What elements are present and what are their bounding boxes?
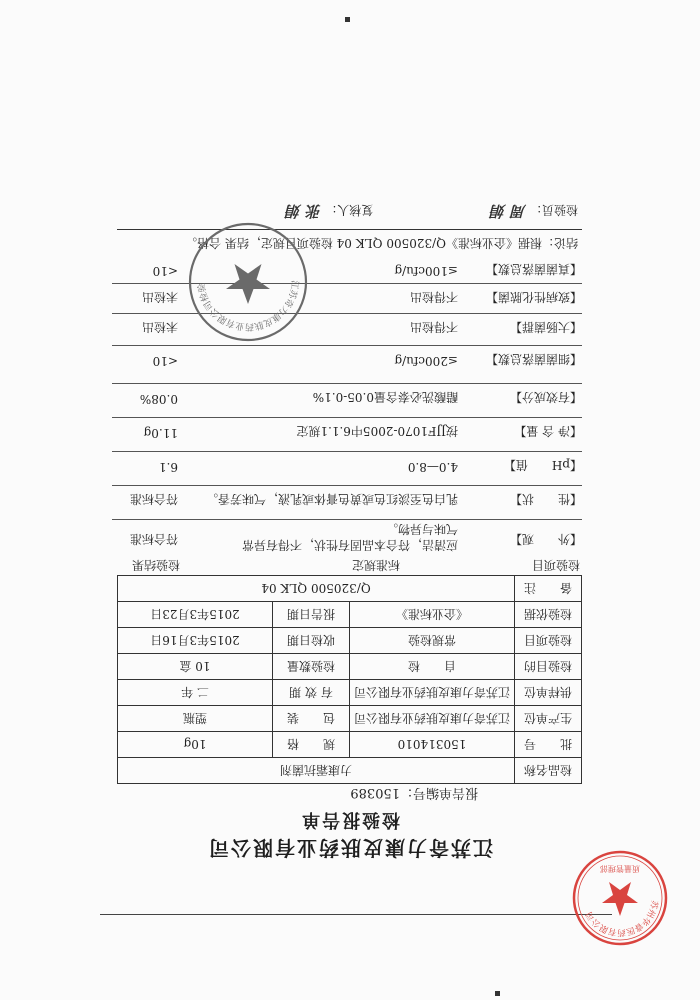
info-label: 备 注 xyxy=(515,576,582,602)
table-row xyxy=(118,758,582,784)
info-label: 检验数量 xyxy=(272,654,349,680)
result-item: 【净 含 量】 xyxy=(514,424,582,438)
inspection-stamp-graphic xyxy=(186,220,310,344)
info-value: 常规检验 xyxy=(349,628,514,654)
table-row xyxy=(118,732,582,758)
result-value: 符合标准 xyxy=(129,532,178,546)
info-value: 《企业标准》 xyxy=(349,602,514,628)
table-row xyxy=(118,602,582,628)
info-label: 规 格 xyxy=(272,732,349,758)
info-value: 10g xyxy=(118,732,273,758)
results-header-result: 检验结果 xyxy=(131,558,180,572)
reviewer-label: 复核人： xyxy=(325,203,374,217)
inspector-signature: 周 娟 xyxy=(490,202,527,220)
result-value: 11.0g xyxy=(143,426,178,440)
result-value: <10 xyxy=(152,264,178,278)
row-divider xyxy=(112,451,582,452)
info-value: 塑瓶 xyxy=(118,706,273,732)
info-value: 10 盒 xyxy=(118,654,273,680)
result-item: 【细菌菌落总数】 xyxy=(485,352,582,366)
row-divider xyxy=(112,417,582,418)
info-label: 批 号 xyxy=(515,732,582,758)
inspection-stamp xyxy=(186,220,310,344)
table-row xyxy=(118,628,582,654)
svg-text:江苏奇力康皮肤药业有限公司检验专用章: 江苏奇力康皮肤药业有限公司检验 xyxy=(196,279,300,332)
result-standard: ≤100cfu/g xyxy=(394,264,458,278)
inspector-label: 检验员： xyxy=(529,203,578,217)
info-value: 江苏奇力康皮肤药业有限公司 xyxy=(349,680,514,706)
result-standard: 应清洁，符合本品固有性状，不得有异常 xyxy=(241,538,458,552)
result-value: 未检出 xyxy=(141,290,178,304)
results-header-item: 检验项目 xyxy=(531,558,580,572)
result-item: 【pH 值】 xyxy=(503,458,582,472)
info-table xyxy=(117,575,582,784)
company-name: 江苏奇力康皮肤药业有限公司 xyxy=(207,836,493,860)
result-value: 0.08% xyxy=(139,392,178,406)
result-item: 【外 观】 xyxy=(509,532,582,546)
result-value: <10 xyxy=(152,354,178,368)
result-value: 符合标准 xyxy=(129,492,178,506)
result-value: 6.1 xyxy=(158,460,178,474)
info-label: 供样单位 xyxy=(515,680,582,706)
result-value: 未检出 xyxy=(141,320,178,334)
info-value: 150314010 xyxy=(349,732,514,758)
results-header-standard: 标准规定 xyxy=(351,558,400,572)
result-item: 【有效成分】 xyxy=(509,390,582,404)
top-rule xyxy=(100,914,612,915)
info-label: 检品名称 xyxy=(515,758,582,784)
conclusion-text: 结论：根据《企业标准》Q/320500 QLK 04 检验项目规定，结果 合格。 xyxy=(185,236,578,250)
info-label: 包 装 xyxy=(272,706,349,732)
registration-mark xyxy=(345,17,350,22)
info-label: 报告日期 xyxy=(272,602,349,628)
result-standard: 4.0—8.0 xyxy=(407,460,458,474)
result-standard: 不得检出 xyxy=(409,320,458,334)
info-label: 检验目的 xyxy=(515,654,582,680)
info-value: Q/320500 QLK 04 xyxy=(118,576,515,602)
result-standard: 按JJF1070-2005中6.1.1规定 xyxy=(296,424,458,438)
row-divider xyxy=(112,313,582,314)
svg-text:苏州华睿医药有限公司: 苏州华睿医药有限公司 xyxy=(584,899,660,938)
reviewer-signature: 张 娟 xyxy=(286,202,322,220)
info-value: 力康霜抗菌剂 xyxy=(118,758,515,784)
row-divider xyxy=(112,345,582,346)
result-item: 【真菌菌落总数】 xyxy=(485,262,582,276)
svg-text:质量管理部: 质量管理部 xyxy=(600,864,640,873)
result-standard: 不得检出 xyxy=(409,290,458,304)
result-standard: 醋酸洗必泰含量0.05-0.1% xyxy=(312,390,458,404)
info-value: 2015年3月16日 xyxy=(118,628,273,654)
table-row xyxy=(118,576,582,602)
report-number-value: 150389 xyxy=(350,785,400,800)
row-divider xyxy=(112,283,582,284)
result-item: 【性 状】 xyxy=(509,492,582,506)
result-item: 【大肠菌群】 xyxy=(509,320,582,334)
report-number xyxy=(350,785,478,804)
info-value: 江苏奇力康皮肤药业有限公司 xyxy=(349,706,514,732)
document-title: 检验报告单 xyxy=(300,809,400,830)
result-standard-cont: 气味与异物。 xyxy=(385,522,458,536)
info-label: 检验依据 xyxy=(515,602,582,628)
table-row xyxy=(118,654,582,680)
row-divider xyxy=(112,383,582,384)
result-standard: ≤200cfu/g xyxy=(394,354,458,368)
report-number-label: 报告单编号： xyxy=(399,785,478,800)
result-item: 【致病性化脓菌】 xyxy=(485,290,582,304)
info-value: 自 检 xyxy=(349,654,514,680)
info-value: 二 年 xyxy=(118,680,273,706)
row-divider xyxy=(112,485,582,486)
info-value: 2015年3月23日 xyxy=(118,602,273,628)
table-row xyxy=(118,680,582,706)
info-label: 收检日期 xyxy=(272,628,349,654)
info-label: 有 效 期 xyxy=(272,680,349,706)
table-row xyxy=(118,706,582,732)
signature-row xyxy=(286,201,578,222)
registration-mark xyxy=(495,991,500,996)
result-standard: 乳白色至淡红色或黄色膏体或乳液，气味芳香。 xyxy=(205,492,458,506)
info-label: 生产单位 xyxy=(515,706,582,732)
row-divider xyxy=(112,519,582,520)
info-label: 检验项目 xyxy=(515,628,582,654)
